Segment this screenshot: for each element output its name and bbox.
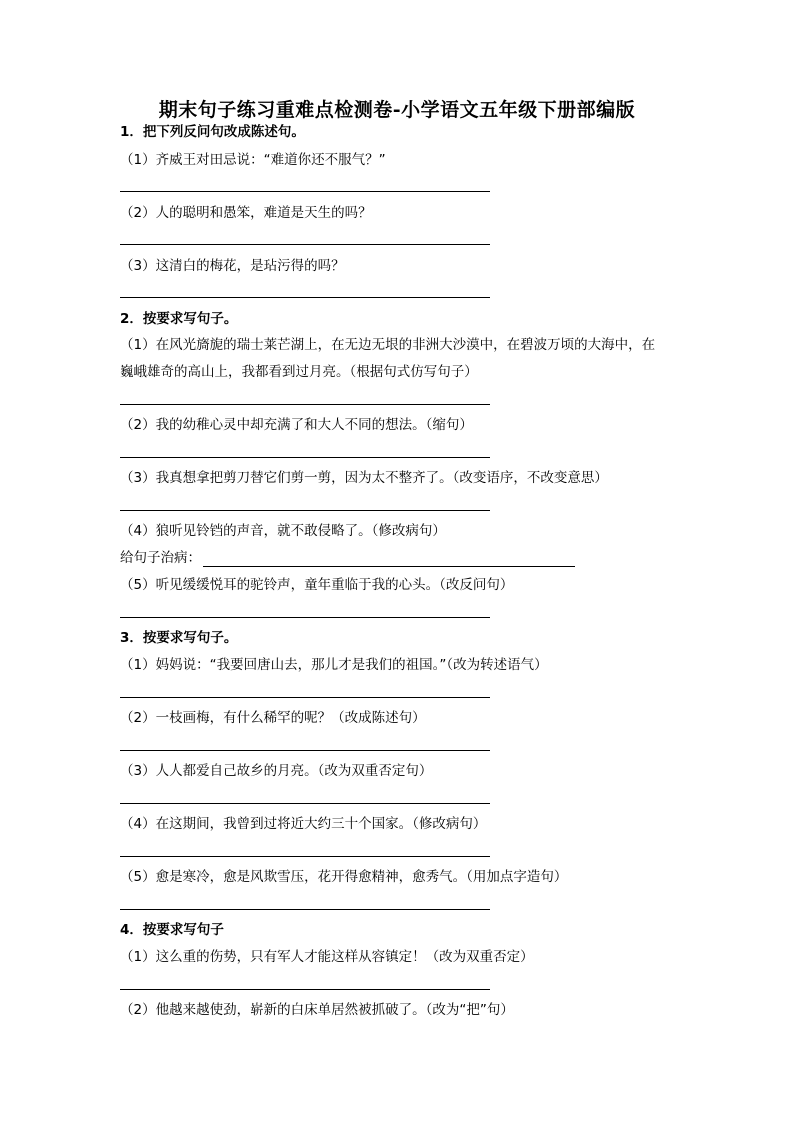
q3-item-1: （1）妈妈说：“我要回唐山去，那儿才是我们的祖国。”（改为转述语气） (120, 657, 548, 673)
answer-line[interactable] (120, 856, 490, 857)
answer-line[interactable] (120, 989, 490, 990)
q2-heading: 2．按要求写句子。 (120, 311, 238, 327)
q3-item-5: （5）愈是寒冷，愈是风欺雪压，花开得愈精神，愈秀气。（用加点字造句） (120, 869, 568, 885)
answer-line[interactable] (120, 510, 490, 511)
q2-item-1-line-1: （1）在风光旖旎的瑞士莱芒湖上，在无边无垠的非洲大沙漠中，在碧波万顷的大海中，在 (120, 337, 656, 353)
q4-heading: 4．按要求写句子 (120, 922, 224, 938)
q1-item-3: （3）这清白的梅花，是玷污得的吗？ (120, 258, 345, 274)
answer-line[interactable] (120, 404, 490, 405)
q1-item-1: （1）齐威王对田忌说：“难道你还不服气？” (120, 152, 386, 168)
answer-line[interactable] (120, 191, 490, 192)
answer-line[interactable] (120, 457, 490, 458)
q2-item-5: （5）听见缓缓悦耳的驼铃声，童年重临于我的心头。（改反问句） (120, 577, 514, 593)
page-title: 期末句子练习重难点检测卷-小学语文五年级下册部编版 (158, 99, 636, 121)
q3-heading: 3．按要求写句子。 (120, 630, 238, 646)
answer-line[interactable] (120, 617, 490, 618)
fix-answer-line[interactable] (203, 552, 575, 567)
q3-item-4: （4）在这期间，我曾到过将近大约三十个国家。（修改病句） (120, 816, 487, 832)
answer-line[interactable] (120, 909, 490, 910)
q1-heading: 1．把下列反问句改成陈述句。 (120, 124, 305, 140)
q4-item-1: （1）这么重的伤势，只有军人才能这样从容镇定！（改为双重否定） (120, 949, 534, 965)
answer-line[interactable] (120, 244, 490, 245)
answer-line[interactable] (120, 697, 490, 698)
answer-line[interactable] (120, 750, 490, 751)
q3-item-2: （2）一枝画梅，有什么稀罕的呢？（改成陈述句） (120, 710, 426, 726)
answer-line[interactable] (120, 297, 490, 298)
fix-label: 给句子治病： (120, 550, 201, 566)
q3-item-3: （3）人人都爱自己故乡的月亮。（改为双重否定句） (120, 763, 433, 779)
q2-item-3: （3）我真想拿把剪刀替它们剪一剪，因为太不整齐了。（改变语序，不改变意思） (120, 470, 608, 486)
answer-line[interactable] (120, 803, 490, 804)
q2-item-1-line-2: 巍峨雄奇的高山上，我都看到过月亮。（根据句式仿写句子） (120, 364, 478, 380)
q2-item-4: （4）狼听见铃铛的声音，就不敢侵略了。（修改病句） (120, 523, 446, 539)
q4-item-2: （2）他越来越使劲，崭新的白床单居然被抓破了。（改为“把”句） (120, 1002, 514, 1018)
q2-item-2: （2）我的幼稚心灵中却充满了和大人不同的想法。（缩句） (120, 417, 473, 433)
q2-item-4-fix (120, 549, 575, 567)
q1-item-2: （2）人的聪明和愚笨，难道是天生的吗？ (120, 205, 372, 221)
